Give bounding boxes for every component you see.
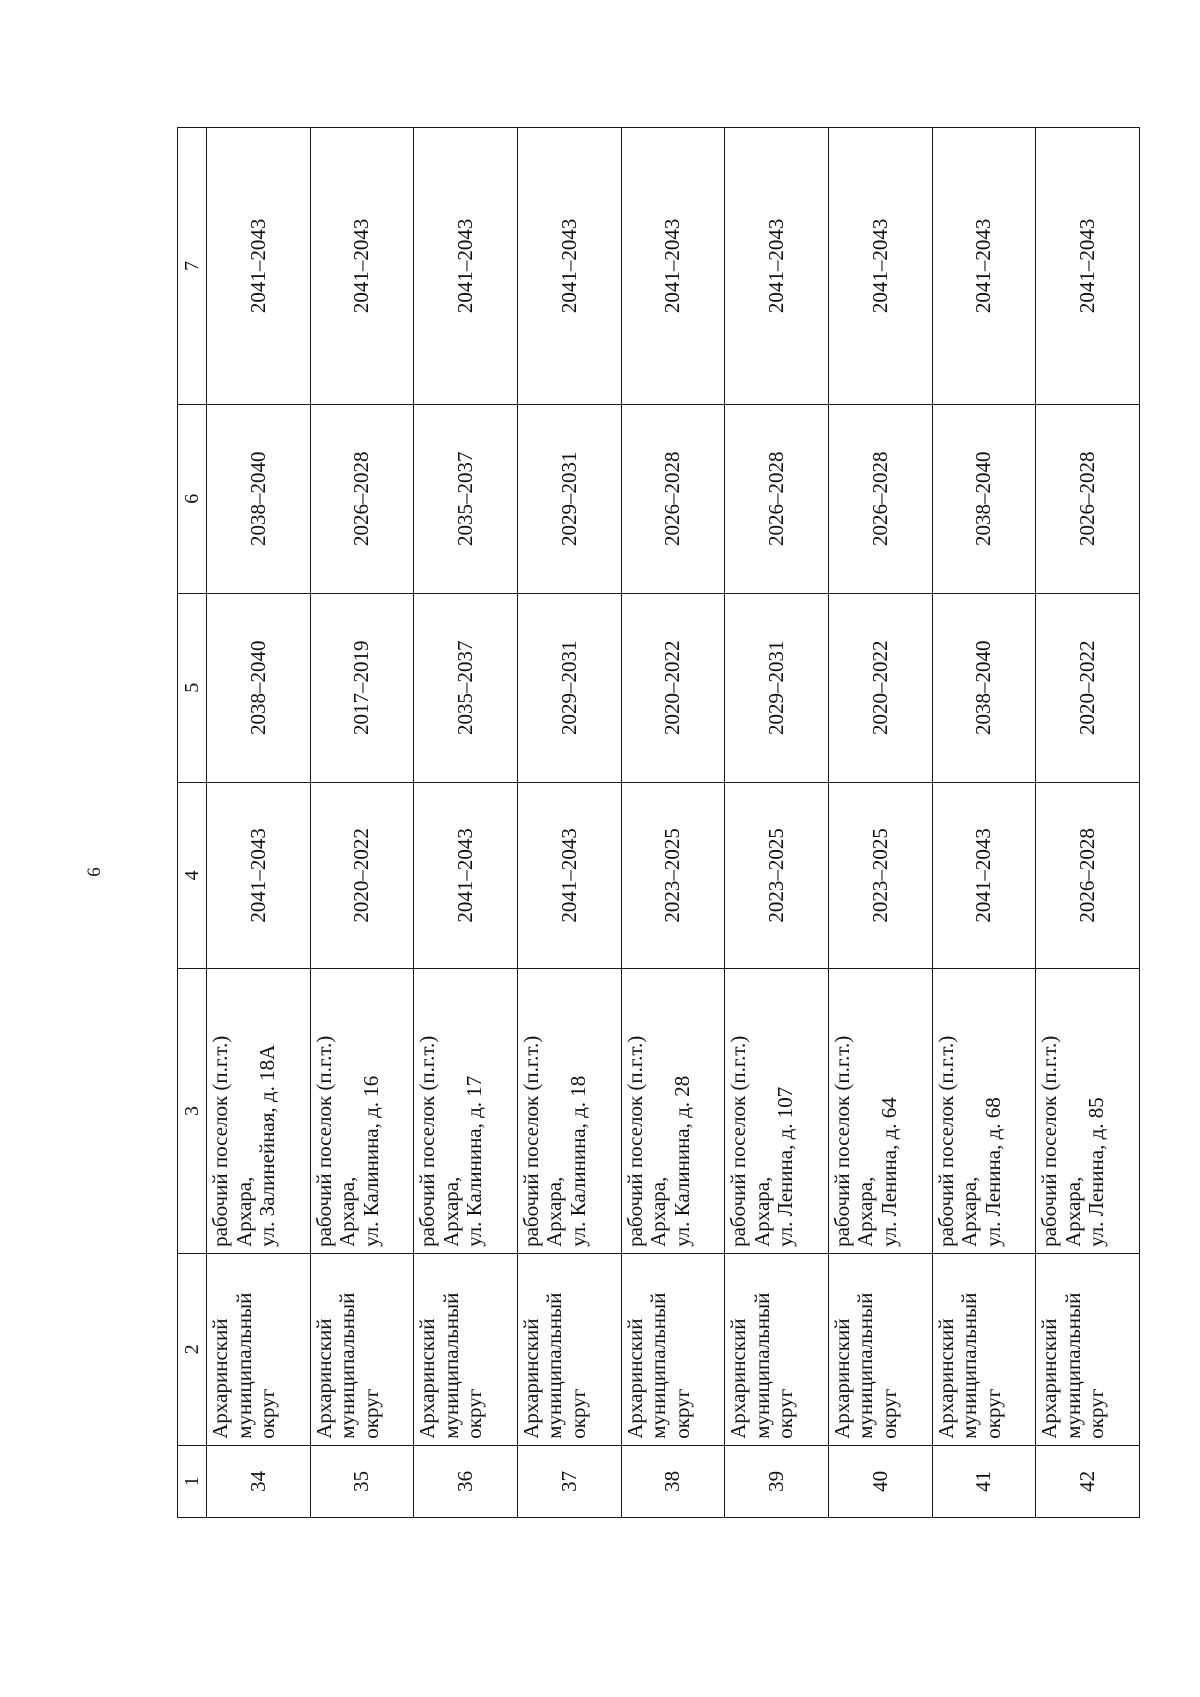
period-cell-c6: 2026–2028 [828,404,932,593]
table-row [828,128,932,1518]
table-row [725,128,829,1518]
row-number-cell: 34 [207,1445,311,1517]
district-cell [621,1253,725,1445]
district-line: муниципальный [438,1292,463,1439]
address-line: ул. Ленина, д. 85 [1084,1097,1109,1247]
row-number-cell: 41 [932,1445,1036,1517]
period-cell-c7: 2041–2043 [310,128,414,405]
rotated-table-area [177,127,1140,1518]
district-line: Архаринский [933,1318,958,1439]
period-cell-c4: 2041–2043 [207,782,311,968]
period-cell-c6: 2026–2028 [725,404,829,593]
district-line: округ [358,1388,383,1439]
address-cell [828,968,932,1253]
address-line: ул. Калинина, д. 18 [566,1075,590,1247]
district-line: округ [1084,1388,1109,1439]
column-header: 7 [178,128,207,405]
row-number-cell: 39 [725,1445,829,1517]
table-row [414,128,518,1518]
period-cell-c5: 2020–2022 [621,593,725,782]
district-line: округ [980,1388,1005,1439]
district-line: округ [462,1388,487,1439]
address-line: Архара, [231,1176,256,1247]
period-cell-c5: 2017–2019 [310,593,414,782]
district-line: Архаринский [518,1318,543,1439]
district-line: муниципальный [853,1292,878,1439]
period-cell-c6: 2026–2028 [310,404,414,593]
period-cell-c7: 2041–2043 [828,128,932,405]
address-line: Архара, [646,1176,671,1247]
district-line: Архаринский [1037,1318,1062,1439]
period-cell-c7: 2041–2043 [932,128,1036,405]
period-cell-c4: 2026–2028 [1036,782,1140,968]
address-cell [621,968,725,1253]
address-line: рабочий поселок (п.г.т.) [622,1035,647,1247]
column-header: 1 [178,1445,207,1517]
address-line: Архара, [335,1176,360,1247]
period-cell-c6: 2029–2031 [517,404,621,593]
district-line: округ [669,1388,694,1439]
address-cell [414,968,518,1253]
row-number-cell: 38 [621,1445,725,1517]
period-cell-c4: 2041–2043 [517,782,621,968]
district-line: Архаринский [829,1318,854,1439]
column-header: 3 [178,968,207,1253]
address-line: ул. Залинейная, д. 18А [255,1044,280,1247]
row-number-cell: 35 [310,1445,414,1517]
address-line: Архара, [1060,1176,1085,1247]
district-line: муниципальный [542,1292,567,1439]
table-row [621,128,725,1518]
table-row [932,128,1036,1518]
address-line: Архара, [749,1176,774,1247]
header-row [178,128,207,1518]
period-cell-c4: 2023–2025 [621,782,725,968]
district-line: муниципальный [957,1292,982,1439]
address-line: рабочий поселок (п.г.т.) [829,1035,854,1247]
address-line: рабочий поселок (п.г.т.) [933,1035,958,1247]
period-cell-c4: 2041–2043 [932,782,1036,968]
period-cell-c5: 2020–2022 [828,593,932,782]
address-line: ул. Ленина, д. 64 [876,1097,901,1247]
district-cell [1036,1253,1140,1445]
page-number: 6 [84,867,105,877]
period-cell-c4: 2041–2043 [414,782,518,968]
period-cell-c7: 2041–2043 [621,128,725,405]
district-line: Архаринский [415,1318,440,1439]
table-row [1036,128,1140,1518]
schedule-table [177,127,1140,1518]
period-cell-c4: 2023–2025 [828,782,932,968]
district-line: муниципальный [749,1292,774,1439]
period-cell-c7: 2041–2043 [414,128,518,405]
address-line: Архара, [438,1176,463,1247]
period-cell-c4: 2023–2025 [725,782,829,968]
district-line: Архаринский [726,1318,751,1439]
district-cell [725,1253,829,1445]
district-line: муниципальный [646,1292,671,1439]
period-cell-c5: 2029–2031 [517,593,621,782]
period-cell-c4: 2020–2022 [310,782,414,968]
column-header: 2 [178,1253,207,1445]
address-cell [725,968,829,1253]
district-line: муниципальный [335,1292,360,1439]
period-cell-c7: 2041–2043 [1036,128,1140,405]
address-line: Архара, [542,1176,567,1247]
district-cell [932,1253,1036,1445]
table-wrapper [177,127,1140,1518]
address-line: ул. Калинина, д. 17 [462,1075,487,1247]
row-number-cell: 36 [414,1445,518,1517]
district-line: округ [566,1388,590,1439]
address-cell [207,968,311,1253]
period-cell-c5: 2020–2022 [1036,593,1140,782]
row-number-cell: 40 [828,1445,932,1517]
district-line: Архаринский [208,1318,232,1439]
period-cell-c5: 2038–2040 [932,593,1036,782]
address-line: рабочий поселок (п.г.т.) [518,1035,543,1247]
table-row [517,128,621,1518]
district-line: округ [876,1388,901,1439]
period-cell-c5: 2035–2037 [414,593,518,782]
address-cell [1036,968,1140,1253]
district-cell [310,1253,414,1445]
address-line: ул. Калинина, д. 28 [669,1075,694,1247]
period-cell-c6: 2026–2028 [621,404,725,593]
district-cell [517,1253,621,1445]
address-line: Архара, [853,1176,878,1247]
period-cell-c6: 2026–2028 [1036,404,1140,593]
column-header: 4 [178,782,207,968]
address-line: ул. Калинина, д. 16 [358,1075,383,1247]
district-line: Архаринский [622,1318,647,1439]
period-cell-c5: 2029–2031 [725,593,829,782]
table-row [310,128,414,1518]
address-cell [517,968,621,1253]
district-cell [414,1253,518,1445]
period-cell-c5: 2038–2040 [207,593,311,782]
row-number-cell: 37 [517,1445,621,1517]
period-cell-c7: 2041–2043 [207,128,311,405]
address-line: ул. Ленина, д. 107 [773,1086,798,1247]
district-line: Архаринский [311,1318,336,1439]
period-cell-c7: 2041–2043 [725,128,829,405]
district-line: округ [255,1388,280,1439]
period-cell-c7: 2041–2043 [517,128,621,405]
address-cell [310,968,414,1253]
row-number-cell: 42 [1036,1445,1140,1517]
address-line: ул. Ленина, д. 68 [980,1097,1005,1247]
district-line: муниципальный [231,1292,256,1439]
period-cell-c6: 2038–2040 [932,404,1036,593]
address-line: рабочий поселок (п.г.т.) [415,1035,440,1247]
period-cell-c6: 2038–2040 [207,404,311,593]
district-line: муниципальный [1060,1292,1085,1439]
address-line: рабочий поселок (п.г.т.) [311,1035,336,1247]
address-line: рабочий поселок (п.г.т.) [208,1035,232,1247]
column-header: 6 [178,404,207,593]
address-line: рабочий поселок (п.г.т.) [726,1035,751,1247]
column-header: 5 [178,593,207,782]
period-cell-c6: 2035–2037 [414,404,518,593]
district-cell [828,1253,932,1445]
address-cell [932,968,1036,1253]
district-line: округ [773,1388,798,1439]
district-cell [207,1253,311,1445]
address-line: Архара, [957,1176,982,1247]
address-line: рабочий поселок (п.г.т.) [1037,1035,1062,1247]
table-row [207,128,311,1518]
